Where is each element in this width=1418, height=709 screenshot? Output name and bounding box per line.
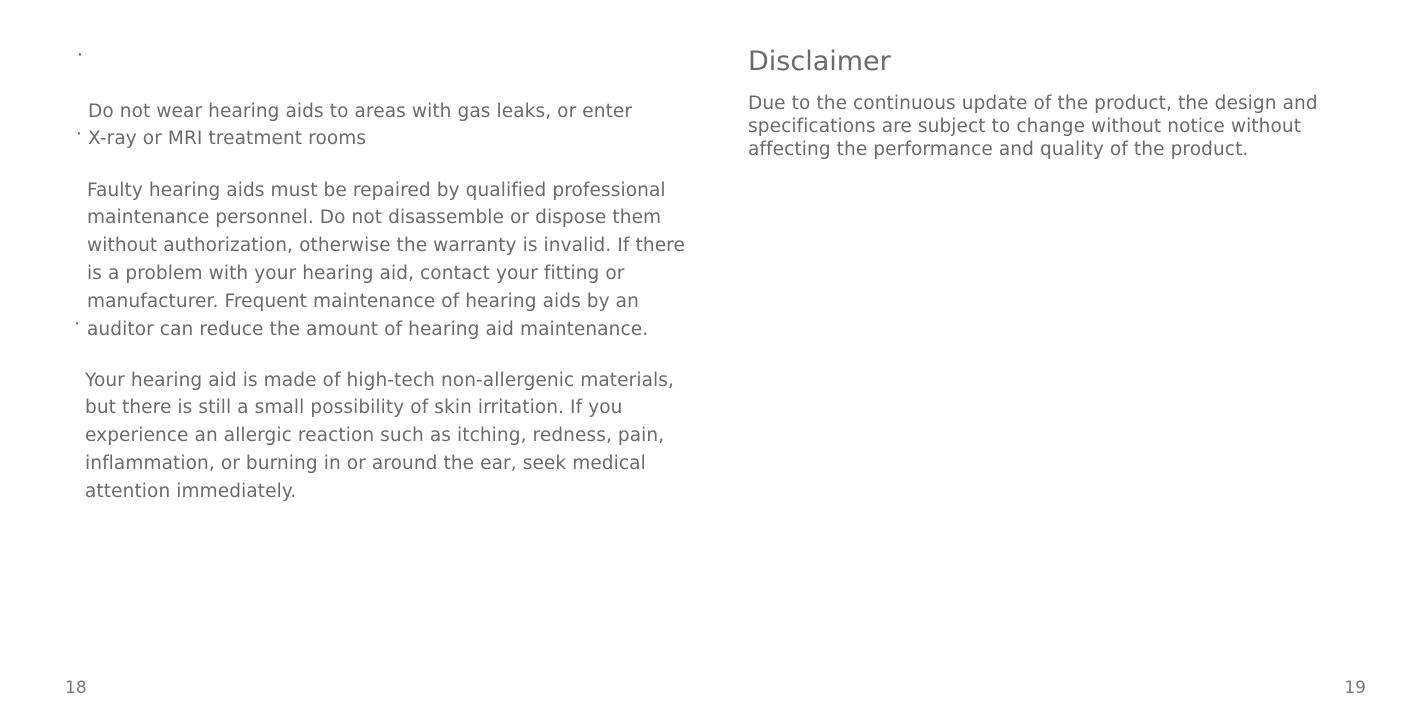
disclaimer-text: Due to the continuous update of the product, the design and specifications are subject to change without notice without affecting the performance and quality of the product. [748,93,1318,160]
disclaimer-heading: Disclaimer [748,46,891,77]
bullet-marker: · [74,314,80,335]
bullet-marker: · [76,124,82,145]
page-number-right: 19 [1344,678,1366,698]
bullet-text: Your hearing aid is made of high-tech non-allergenic materials, but there is still a small possibility of skin irritation. If you experience an allergic reaction such as itching, redness, pain, inflammation, or burning in or around the ear, seek medical attention immediately. [85,369,674,502]
bullet-text: Do not wear hearing aids to areas with gas leaks, or enter X-ray or MRI treatment rooms [88,100,633,150]
bullet-text: Faulty hearing aids must be repaired by qualified professional maintenance personnel. Do not disassemble or dispose them without authorization, otherwise the warranty is invalid. If there is a problem with your hearing aid, contact your fitting or manufacturer. Frequent maintenance of hearing aids by an auditor can reduce the amount of hearing aid maintenance. [87,179,685,340]
page-number-left: 18 [65,678,87,698]
bullet-item [74,311,705,506]
bullet-marker: · [77,45,83,66]
right-page [709,0,1418,709]
